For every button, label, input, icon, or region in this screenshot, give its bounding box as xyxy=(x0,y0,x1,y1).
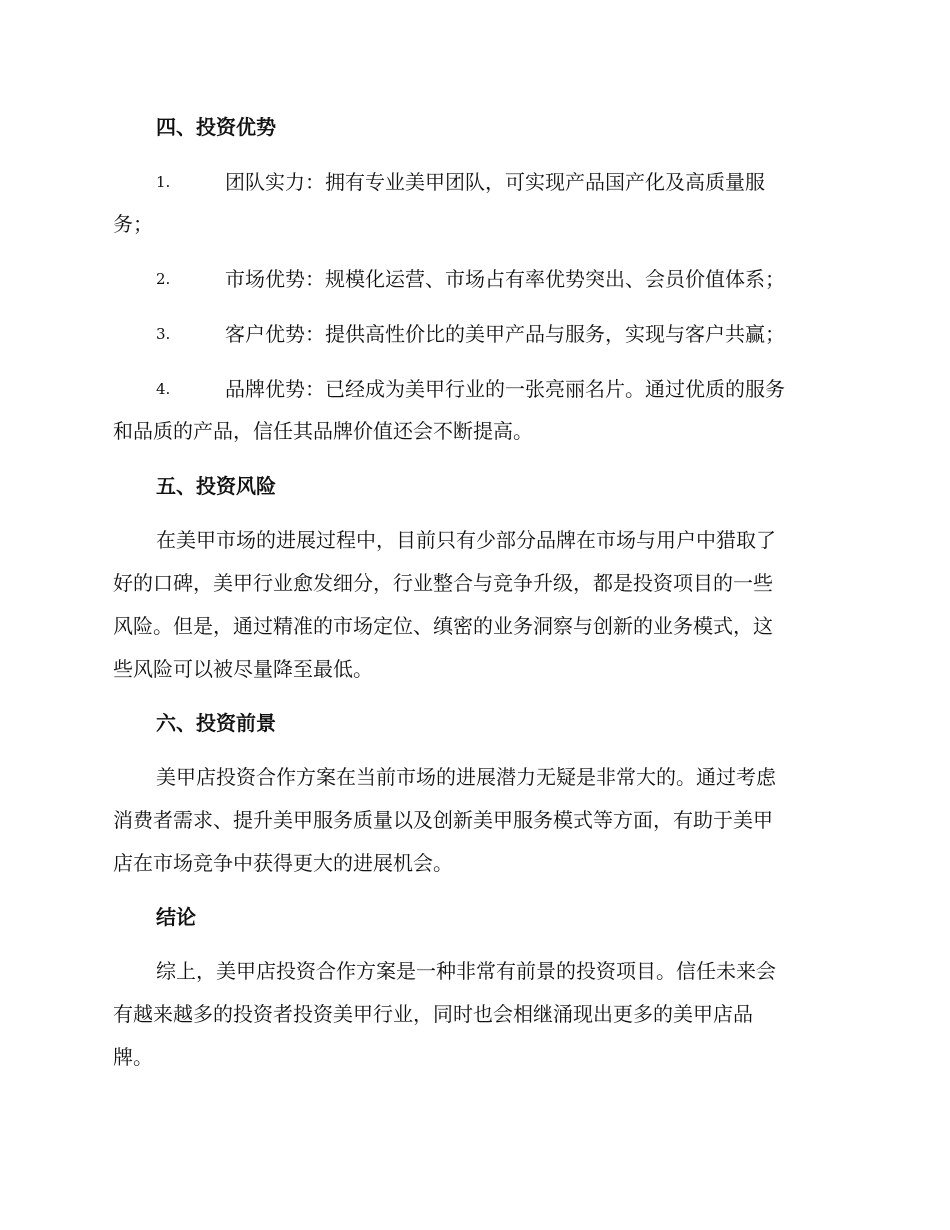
list-number: 2. xyxy=(156,270,171,288)
heading-advantages: 四、投资优势 xyxy=(156,115,276,139)
list-item-text: 客户优势：提供高性价比的美甲产品与服务，实现与客户共赢； xyxy=(225,322,785,346)
list-number: 3. xyxy=(156,325,171,343)
list-number: 1. xyxy=(156,173,171,191)
heading-conclusion: 结论 xyxy=(156,905,196,929)
list-number: 4. xyxy=(156,380,171,398)
paragraph-line: 些风险可以被尽量降至最低。 xyxy=(113,657,373,681)
paragraph-line: 在美甲市场的进展过程中，目前只有少部分品牌在市场与用户中猎取了 xyxy=(156,528,776,552)
list-item-text: 品牌优势：已经成为美甲行业的一张亮丽名片。通过优质的服务 xyxy=(225,377,785,401)
paragraph-line: 牌。 xyxy=(113,1045,153,1069)
paragraph-line: 风险。但是，通过精准的市场定位、缜密的业务洞察与创新的业务模式，这 xyxy=(113,614,773,638)
paragraph-line: 店在市场竞争中获得更大的进展机会。 xyxy=(113,851,453,875)
heading-prospects: 六、投资前景 xyxy=(156,711,276,735)
list-item-text: 团队实力：拥有专业美甲团队，可实现产品国产化及高质量服 xyxy=(225,170,765,194)
list-item-text-continued: 和品质的产品，信任其品牌价值还会不断提高。 xyxy=(113,419,533,443)
paragraph-line: 美甲店投资合作方案在当前市场的进展潜力无疑是非常大的。通过考虑 xyxy=(156,765,776,789)
heading-risks: 五、投资风险 xyxy=(156,474,276,498)
list-item-text: 市场优势：规模化运营、市场占有率优势突出、会员价值体系； xyxy=(225,267,785,291)
paragraph-line: 有越来越多的投资者投资美甲行业，同时也会相继涌现出更多的美甲店品 xyxy=(113,1002,753,1026)
paragraph-line: 消费者需求、提升美甲服务质量以及创新美甲服务模式等方面，有助于美甲 xyxy=(113,808,773,832)
list-item-text-continued: 务； xyxy=(113,212,153,236)
paragraph-line: 好的口碑，美甲行业愈发细分，行业整合与竞争升级，都是投资项目的一些 xyxy=(113,571,773,595)
paragraph-line: 综上，美甲店投资合作方案是一种非常有前景的投资项目。信任未来会 xyxy=(156,959,776,983)
